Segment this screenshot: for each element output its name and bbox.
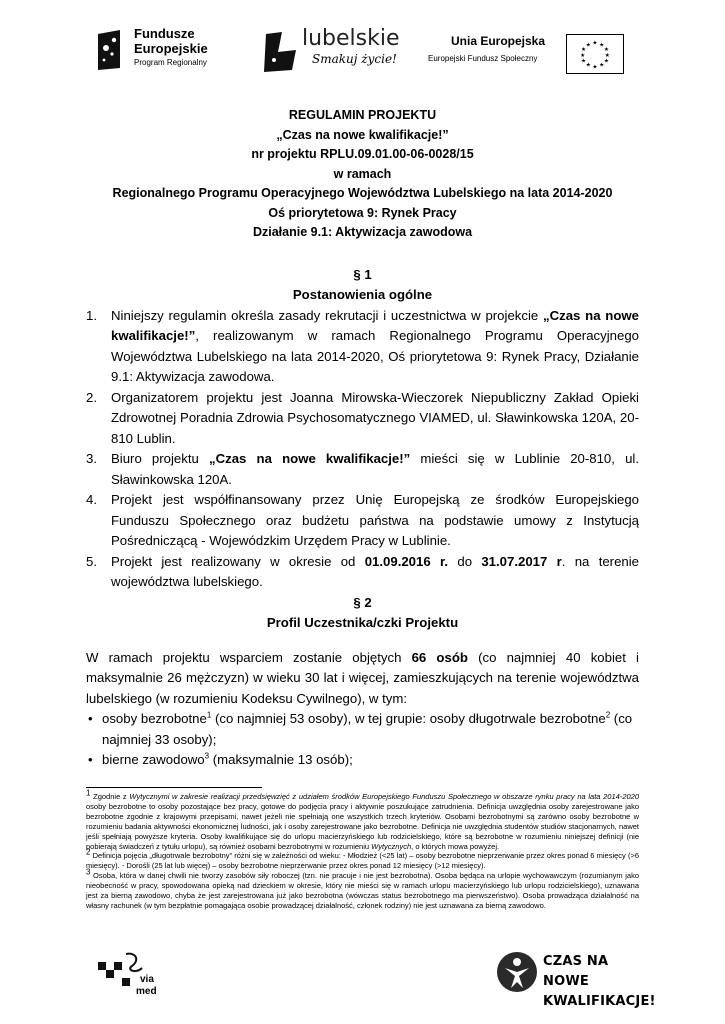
bullet-icon: • xyxy=(88,711,93,726)
svg-text:★: ★ xyxy=(604,52,610,59)
ue-title: Unia Europejska xyxy=(451,34,546,48)
title-line: Regionalnego Programu Operacyjnego Województwa Lubelskiego na lata 2014-2020 xyxy=(112,186,613,200)
eu-flag-icon xyxy=(566,34,624,74)
svg-text:via: via xyxy=(140,974,154,985)
svg-text:★: ★ xyxy=(581,58,587,65)
section-heading: Profil Uczestnika/czki Projektu xyxy=(266,615,459,630)
footnote-2: $^2$ Definicja pojęcia „długotrwale bezrobotny” różni się w zależności od wieku: - Młodzież (<25 lat) – osoby bezrobotne nieprzerwanie przez okres ponad 6 miesięcy (>6 miesięcy). - Dorośli (25 lat lub więcej) – osoby bezrobotne nieprzerwanie przez okres ponad 12 miesięcy (>12 miesięcy). xyxy=(86,847,639,871)
section-1-list xyxy=(86,306,639,593)
section-number: § 2 xyxy=(353,594,372,610)
bullet-icon: • xyxy=(88,752,93,767)
svg-text:★: ★ xyxy=(599,62,605,69)
svg-text:★: ★ xyxy=(603,47,609,54)
footnote-separator xyxy=(86,787,262,788)
section-2-paragraph: W ramach projektu wsparciem zostanie objętych 66 osób (co najmniej 40 kobiet i maksymalnie 26 mężczyzn) w wieku 30 lat i więcej, zamieszkujących na terenie województwa lubelskiego (w rozumieniu Kodeksu Cywilnego), w tym: xyxy=(86,649,639,706)
header-logos xyxy=(0,24,725,84)
list-item: • bierne zawodowo$^3$ (maksymalnie 13 osób); xyxy=(86,750,639,771)
list-item: 1. Niniejszy regulamin określa zasady rekrutacji i uczestnictwa w projekcie „Czas na nowe kwalifikacje!”, realizowanym w ramach Regionalnego Programu Operacyjnego Województwa Lubelskiego na lata 2014-2020, Oś priorytetowa 9: Rynek Pracy, Działanie 9.1: Aktywizacja zawodowa. xyxy=(86,307,639,384)
title-line: w ramach xyxy=(333,166,392,181)
title-line: Oś priorytetowa 9: Rynek Pracy xyxy=(268,205,457,220)
person-icon xyxy=(497,952,537,992)
fe-line2: Europejskie xyxy=(134,41,208,56)
list-item: • osoby bezrobotne$^1$ (co najmniej 53 osoby), w tej grupie: osoby długotrwale bezrobotne$^2$ (co najmniej 33 osoby); xyxy=(88,710,633,747)
footnotes xyxy=(86,788,639,911)
fundusze-europejskie-logo xyxy=(96,26,236,84)
svg-text:★: ★ xyxy=(592,64,598,71)
viamed-mark-icon xyxy=(96,950,166,998)
czas-line2: KWALIFIKACJE! xyxy=(543,994,656,1009)
svg-text:★: ★ xyxy=(592,40,598,47)
unia-europejska-logo xyxy=(426,30,626,80)
section-number: § 1 xyxy=(353,266,372,282)
list-item: 4. Projekt jest współfinansowany przez Unię Europejską ze środków Europejskiego Funduszu Społecznego oraz budżetu państwa na podstawie umowy z Instytucją Pośredniczącą - Wojewódzkim Urzędem Pracy w Lublinie. xyxy=(86,492,639,548)
section-heading: Postanowienia ogólne xyxy=(292,287,433,302)
title-line: Działanie 9.1: Aktywizacja zawodowa xyxy=(252,225,473,239)
lubelskie-slogan: Smakuj życie! xyxy=(312,52,397,66)
section-2-bullets xyxy=(86,709,639,771)
viamed-logo xyxy=(96,950,166,998)
footnote-1: $^1$ Zgodnie z Wytycznymi w zakresie realizacji przedsięwzięć z udziałem środków Europejskiego Funduszu Społecznego w obszarze rynku pracy na lata 2014-2020 osoby bezrobotne to osoby pozostające bez pracy, gotowe do podjęcia pracy i aktywnie poszukujące zatrudnienia. Definicja uwzględnia osoby zarejestrowane jako bezrobotne zgodnie z krajowymi przepisami, nawet jeżeli nie spełniają one wszystkich trzech kryteriów. Osobami bezrobotnymi są zarówno osoby bezrobotne w rozumieniu badania aktywności ekonomicznej ludności, jak i osoby zarejestrowane jako bezrobotne. Definicja nie uwzględnia studentów studiów stacjonarnych, nawet jeśli spełniają powyższe kryteria. Osoby kwalifikujące się do urlopu macierzyńskiego lub rodzicielskiego, które są bezrobotne w rozumieniu niniejszej definicji (nie pobierają świadczeń z tytułu urlopu), są również osobami bezrobotnymi w rozumieniu Wytycznych, o których mowa powyżej. xyxy=(86,788,639,851)
list-item: 3. Biuro projektu „Czas na nowe kwalifikacje!” mieści się w Lublinie 20-810, ul. Sławinkowska 120A. xyxy=(86,451,639,487)
footnote-3: $^3$ Osoba, która w danej chwili nie tworzy zasobów siły roboczej (tzn. nie pracuje i nie jest bezrobotna). Osoba będąca na urlopie wychowawczym (rozumianym jako nieobecność w pracy, spowodowana opieką nad dzieckiem w okresie, który nie mieści się w ramach urlopu macierzyńskiego lub urlopu rodzicielskiego), uznawana jest za bierną zawodowo, chyba że jest zarejestrowana już jako bezrobotna (wówczas status bezrobotnego ma pierwszeństwo). Osoba prowadząca działalność na własny rachunek (w tym bezpłatnie pomagająca osobie prowadzącej działalność, członek rodziny) nie jest uznawana za bierną zawodowo. xyxy=(86,867,639,910)
title-line: REGULAMIN PROJEKTU xyxy=(288,108,437,122)
czas-line1: CZAS NA NOWE xyxy=(543,954,609,989)
svg-text:★: ★ xyxy=(603,58,609,65)
lubelskie-logo xyxy=(262,24,402,84)
list-item: 2. Organizatorem projektu jest Joanna Mirowska-Wieczorek Niepubliczny Zakład Opieki Zdrowotnej Poradnia Zdrowia Psychosomatycznego VIAMED, ul. Sławinkowska 120A, 20-810 Lublin. xyxy=(86,389,639,446)
svg-text:★: ★ xyxy=(585,42,591,49)
document-body xyxy=(86,106,639,771)
lubelskie-name: lubelskie xyxy=(302,26,400,51)
lubelskie-mark-icon xyxy=(262,30,300,74)
ue-subtitle: Europejski Fundusz Społeczny xyxy=(428,54,538,63)
svg-text:★: ★ xyxy=(580,52,586,59)
svg-text:★: ★ xyxy=(599,42,605,49)
list-item: 5. Projekt jest realizowany w okresie od 01.09.2016 r. do 31.07.2017 r. na terenie województwa lubelskiego. xyxy=(86,553,640,589)
title-line: nr projektu RPLU.09.01.00-06-0028/15 xyxy=(251,147,474,161)
svg-text:★: ★ xyxy=(581,47,587,54)
fe-line1: Fundusze xyxy=(134,26,195,41)
svg-text:med: med xyxy=(136,986,157,997)
fe-subtitle: Program Regionalny xyxy=(134,58,207,67)
fe-star-icon xyxy=(96,28,128,72)
svg-text:★: ★ xyxy=(585,62,591,69)
title-line: „Czas na nowe kwalifikacje!” xyxy=(276,127,449,142)
document-title-block xyxy=(86,106,639,243)
czas-na-nowe-kwalifikacje-logo xyxy=(497,950,656,1009)
